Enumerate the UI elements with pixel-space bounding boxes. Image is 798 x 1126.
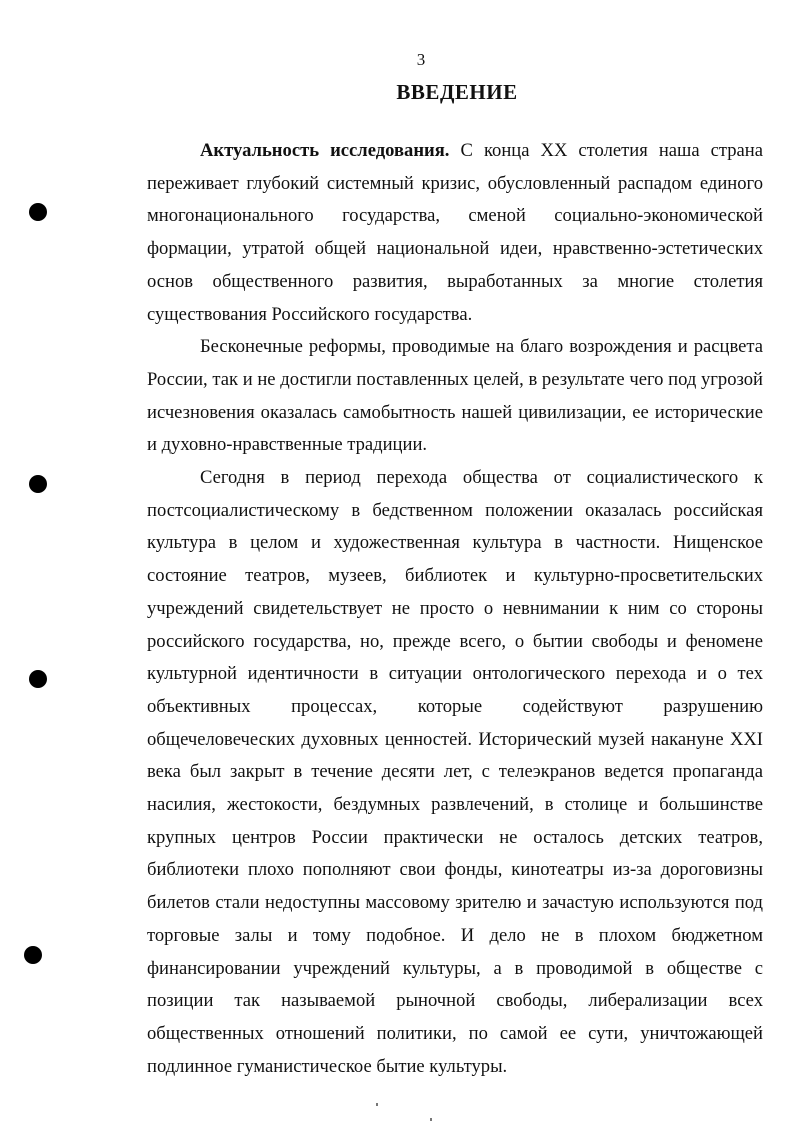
paragraph-text: С конца XX столетия наша страна переживает глубокий системный кризис, обусловленный распадом единого многонационального государства, сменой социально-экономической формации, утратой общей национальной идеи, нравственно-эстетических основ общественного развития, выработанных за многие столетия существования Российского государства.	[147, 140, 763, 325]
binder-hole	[29, 475, 47, 493]
scan-speck	[430, 1118, 432, 1121]
binder-hole	[29, 670, 47, 688]
paragraph-text: Бесконечные реформы, проводимые на благо возрождения и расцвета России, так и не достигли поставленных целей, в результате чего под угрозой исчезновения оказалась самобытность нашей цивилизации, ее исторические и духовно-нравственные традиции.	[147, 336, 763, 456]
binder-hole	[29, 203, 47, 221]
paragraph	[147, 331, 763, 462]
section-heading: ВВЕДЕНИЕ	[396, 80, 518, 104]
binder-hole	[24, 946, 42, 964]
body-text	[147, 135, 763, 1083]
paragraph-lead: Актуальность исследования.	[200, 140, 450, 161]
paragraph	[147, 462, 763, 1083]
scan-speck	[376, 1103, 378, 1106]
page-number: 3	[416, 50, 426, 69]
paragraph	[147, 135, 763, 331]
paragraph-text: Сегодня в период перехода общества от социалистического к постсоциалистическому в бедственном положении оказалась российская культура в целом и художественная культура в частности. Нищенское состояние театров, музеев, библиотек и культурно-просветительских учреждений свидетельствует не просто о невнимании к ним со стороны российского государства, но, прежде всего, о бытии свободы и феномене культурной идентичности в ситуации онтологического перехода и о тех объективных процессах, которые содействуют разрушению общечеловеческих духовных ценностей. Исторический музей накануне XXI века был закрыт в течение десяти лет, с телеэкранов ведется пропаганда насилия, жестокости, бездумных развлечений, в столице и большинстве крупных центров России практически не осталось детских театров, библиотеки плохо пополняют свои фонды, кинотеатры из-за дороговизны билетов стали недоступны массовому зрителю и зачастую используются под торговые залы и тому подобное. И дело не в плохом бюджетном финансировании учреждений культуры, а в проводимой в обществе с позиции так называемой рыночной свободы, либерализации всех общественных отношений политики, по самой ее сути, уничтожающей подлинное гуманистическое бытие культуры.	[147, 467, 763, 1077]
